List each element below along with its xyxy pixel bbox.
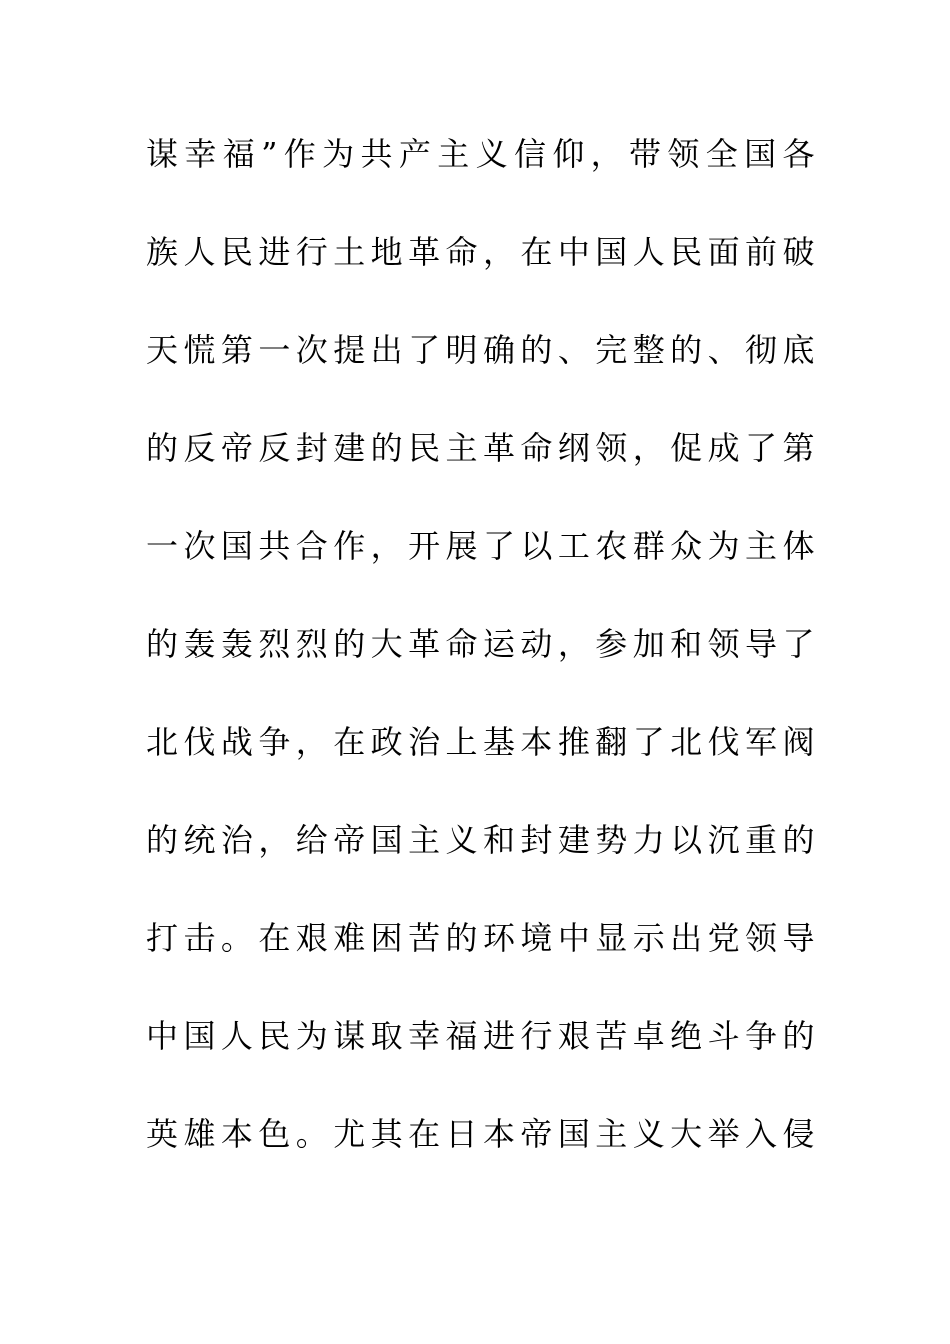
text-line: 天慌第一次提出了明确的、完整的、彻底 xyxy=(146,331,816,369)
text-line: 族人民进行土地革命，在中国人民面前破 xyxy=(146,233,816,271)
text-line: 的轰轰烈烈的大革命运动，参加和领导了 xyxy=(146,625,816,663)
text-line: 北伐战争，在政治上基本推翻了北伐军阀 xyxy=(146,723,816,761)
text-line: 一次国共合作，开展了以工农群众为主体 xyxy=(146,527,816,565)
text-line: 谋幸福”作为共产主义信仰，带领全国各 xyxy=(146,135,816,173)
text-line: 英雄本色。尤其在日本帝国主义大举入侵 xyxy=(146,1115,816,1153)
text-line: 打击。在艰难困苦的环境中显示出党领导 xyxy=(146,919,816,957)
text-line: 的反帝反封建的民主革命纲领，促成了第 xyxy=(146,429,816,467)
text-line: 中国人民为谋取幸福进行艰苦卓绝斗争的 xyxy=(146,1017,816,1055)
text-line: 的统治，给帝国主义和封建势力以沉重的 xyxy=(146,821,816,859)
body-text xyxy=(146,126,816,1204)
